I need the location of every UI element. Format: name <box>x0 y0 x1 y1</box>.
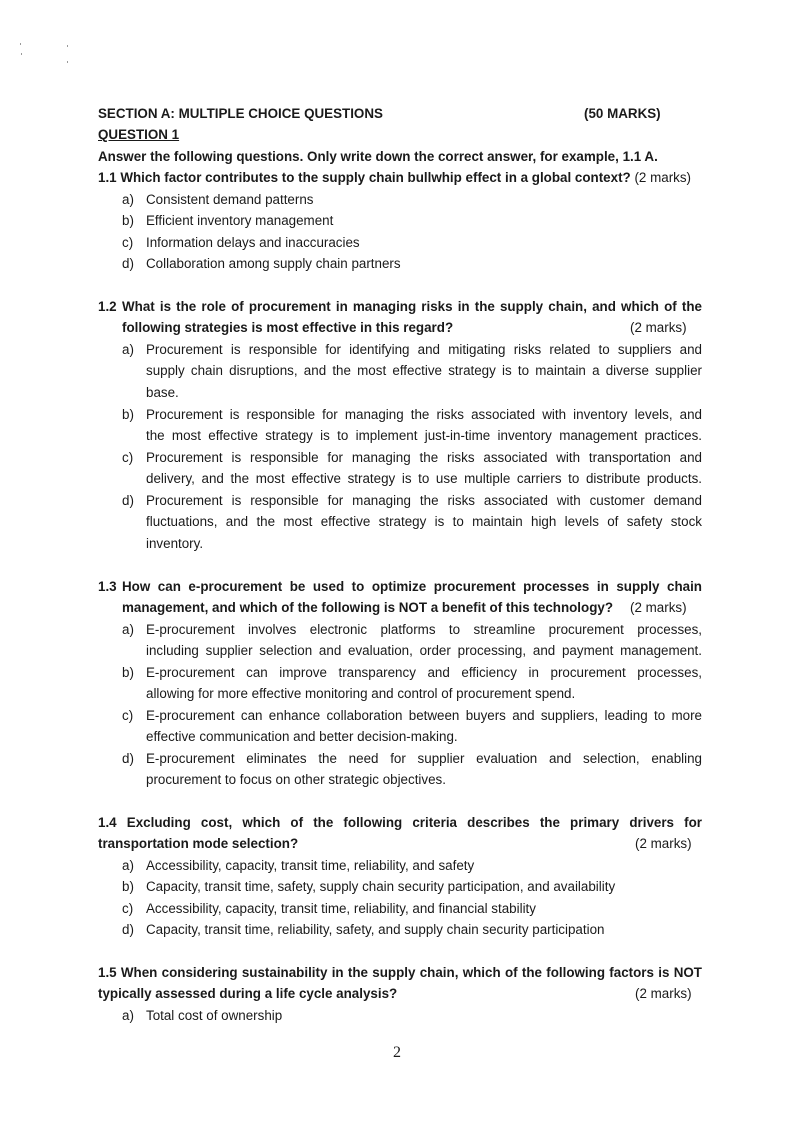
option-text: Capacity, transit time, safety, supply chain security participation, and availability <box>146 879 616 894</box>
question-stem: transportation mode selection? <box>98 836 299 851</box>
option-text: Accessibility, capacity, transit time, reliability, and financial stability <box>146 901 536 916</box>
option-letter: b) <box>122 879 134 894</box>
option-letter: d) <box>122 493 134 508</box>
option-text: effective communication and better decision-making. <box>146 729 458 744</box>
option-letter: a) <box>122 858 134 873</box>
option-text: Procurement is responsible for managing the risks associated with transportation and <box>146 450 702 465</box>
question-marks: (2 marks) <box>630 320 687 335</box>
option-text: Efficient inventory management <box>146 213 334 228</box>
option-text: delivery, and the most effective strategy is to use multiple carriers to distribute products. <box>146 471 702 486</box>
question-stem: management, and which of the following is NOT a benefit of this technology? <box>122 600 614 615</box>
option-letter: a) <box>122 342 134 357</box>
option-letter: b) <box>122 665 134 680</box>
option-text: supply chain disruptions, and the most effective strategy is to maintain a diverse supplier <box>146 363 702 378</box>
page-number: 2 <box>393 1044 401 1061</box>
option-text: E-procurement eliminates the need for supplier evaluation and selection, enabling <box>146 751 702 766</box>
option-text: fluctuations, and the most effective strategy is to maintain high levels of safety stock <box>146 514 702 529</box>
question-number: 1.4 <box>98 815 117 830</box>
question-marks: (2 marks) <box>634 170 692 185</box>
question-marks: (2 marks) <box>635 986 692 1001</box>
option-letter: c) <box>122 450 134 465</box>
option-text: inventory. <box>146 536 204 551</box>
option-text: Procurement is responsible for managing the risks associated with inventory levels, and <box>146 407 702 422</box>
question-number: 1.3 <box>98 579 117 594</box>
question-stem: What is the role of procurement in managing risks in the supply chain, and which of the <box>122 299 702 314</box>
question-marks: (2 marks) <box>635 836 692 851</box>
option-text: the most effective strategy is to implement just-in-time inventory management practices. <box>146 428 702 443</box>
question-stem: typically assessed during a life cycle analysis? <box>98 986 398 1001</box>
question-marks: (2 marks) <box>630 600 687 615</box>
question-heading: QUESTION 1 <box>98 127 180 142</box>
question-stem: Which factor contributes to the supply chain bullwhip effect in a global context? <box>120 170 631 185</box>
option-text: Capacity, transit time, reliability, safety, and supply chain security participation <box>146 922 605 937</box>
option-text: Total cost of ownership <box>146 1008 283 1023</box>
option-text: Information delays and inaccuracies <box>146 235 360 250</box>
option-letter: b) <box>122 213 134 228</box>
option-letter: d) <box>122 922 134 937</box>
question-number: 1.2 <box>98 299 117 314</box>
option-text: base. <box>146 385 179 400</box>
question-stem: Excluding cost, which of the following criteria describes the primary drivers for <box>126 815 702 830</box>
option-text: Collaboration among supply chain partners <box>146 256 401 271</box>
option-letter: c) <box>122 708 134 723</box>
section-title: SECTION A: MULTIPLE CHOICE QUESTIONS <box>98 106 383 121</box>
option-text: E-procurement can improve transparency and efficiency in procurement processes, <box>146 665 702 680</box>
option-text: Procurement is responsible for managing the risks associated with customer demand <box>146 493 702 508</box>
option-text: Procurement is responsible for identifying and mitigating risks related to suppliers and <box>146 342 702 357</box>
question-number: 1.1 <box>98 170 117 185</box>
option-text: Accessibility, capacity, transit time, reliability, and safety <box>146 858 475 873</box>
option-text: including supplier selection and evaluation, order processing, and payment management. <box>146 643 702 658</box>
option-text: E-procurement involves electronic platforms to streamline procurement processes, <box>146 622 702 637</box>
question-stem: When considering sustainability in the supply chain, which of the following factors is NOT <box>120 965 702 980</box>
option-letter: c) <box>122 235 134 250</box>
section-marks: (50 MARKS) <box>584 106 661 121</box>
option-text: procurement to focus on other strategic objectives. <box>146 772 446 787</box>
option-letter: d) <box>122 751 134 766</box>
option-letter: a) <box>122 1008 134 1023</box>
question-stem: How can e-procurement be used to optimize procurement processes in supply chain <box>122 579 702 594</box>
option-letter: b) <box>122 407 134 422</box>
question-stem: following strategies is most effective in this regard? <box>122 320 454 335</box>
option-text: E-procurement can enhance collaboration between buyers and suppliers, leading to more <box>146 708 702 723</box>
question-number: 1.5 <box>98 965 117 980</box>
option-letter: c) <box>122 901 134 916</box>
option-letter: a) <box>122 192 134 207</box>
option-text: Consistent demand patterns <box>146 192 314 207</box>
option-text: allowing for more effective monitoring and control of procurement spend. <box>146 686 576 701</box>
instructions: Answer the following questions. Only write down the correct answer, for example, 1.1 A. <box>98 149 658 164</box>
option-letter: a) <box>122 622 134 637</box>
option-letter: d) <box>122 256 134 271</box>
